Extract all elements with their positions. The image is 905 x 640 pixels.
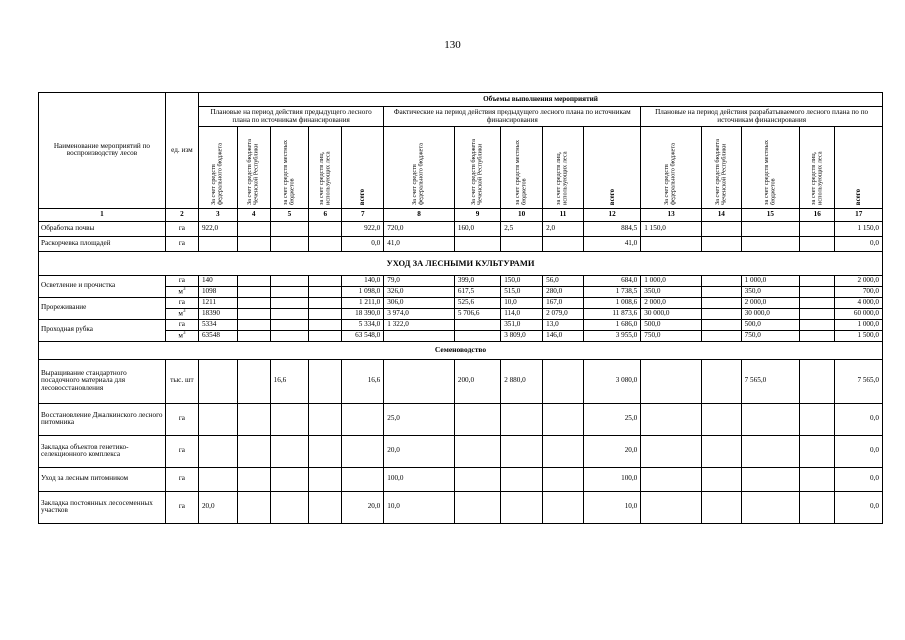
value-cell: 11 873,6 — [583, 308, 640, 319]
header-sub-label: всего — [855, 188, 863, 205]
value-cell — [800, 319, 835, 330]
value-cell — [501, 403, 543, 435]
value-cell: 20,0 — [198, 491, 237, 523]
value-cell: 100,0 — [384, 467, 455, 491]
value-cell: 7 565,0 — [741, 359, 799, 403]
value-cell: 56,0 — [543, 275, 584, 286]
value-cell: 60 000,0 — [835, 308, 883, 319]
value-cell — [454, 403, 500, 435]
value-cell — [270, 435, 309, 467]
value-cell: 617,5 — [454, 286, 500, 297]
value-cell: 1 150,0 — [641, 221, 702, 236]
section-title-seed-production: Семеноводство — [39, 341, 883, 359]
value-cell: 884,5 — [583, 221, 640, 236]
value-cell: 10,0 — [583, 491, 640, 523]
value-cell — [501, 236, 543, 251]
section-row — [39, 341, 883, 359]
value-cell — [543, 403, 584, 435]
value-cell: 922,0 — [198, 221, 237, 236]
value-cell: 1 000,0 — [835, 319, 883, 330]
value-cell — [237, 403, 270, 435]
value-cell — [454, 435, 500, 467]
cubic-superscript: 3 — [182, 309, 186, 315]
header-group-actual-previous: Фактические на период действия предыдущего лесного плана по источникам финансирования — [384, 107, 641, 127]
col-number: 12 — [583, 208, 640, 221]
col-number: 16 — [800, 208, 835, 221]
value-cell — [741, 221, 799, 236]
value-cell: 750,0 — [741, 330, 799, 341]
value-cell: 2,0 — [543, 221, 584, 236]
value-cell — [701, 330, 741, 341]
value-cell — [384, 330, 455, 341]
header-sub-label: За счет средств федерального бюджета — [663, 143, 678, 205]
row-name: Проходная рубка — [39, 319, 166, 341]
value-cell — [641, 359, 702, 403]
value-cell — [800, 330, 835, 341]
row-name: Осветление и прочистка — [39, 275, 166, 297]
value-cell — [641, 403, 702, 435]
value-cell — [198, 236, 237, 251]
value-cell: 25,0 — [384, 403, 455, 435]
header-sub-federal-g1 — [198, 127, 237, 209]
header-sub-label: за счет средств лиц, использующих леса — [809, 151, 824, 205]
header-sub-total-g3 — [835, 127, 883, 209]
value-cell — [237, 319, 270, 330]
value-cell — [309, 330, 342, 341]
header-group-planned-new: Плановые на период действия разрабатываемого лесного плана по по источникам финансирования — [641, 107, 883, 127]
header-name-col: Наименование мероприятий по воспроизводству лесов — [39, 93, 166, 209]
table-row — [39, 319, 883, 330]
table-row — [39, 236, 883, 251]
value-cell: 306,0 — [384, 297, 455, 308]
value-cell — [741, 467, 799, 491]
value-cell — [309, 221, 342, 236]
value-cell: 280,0 — [543, 286, 584, 297]
value-cell — [543, 359, 584, 403]
col-number: 14 — [701, 208, 741, 221]
value-cell — [270, 319, 309, 330]
value-cell: 1 211,0 — [342, 297, 384, 308]
value-cell: 720,0 — [384, 221, 455, 236]
value-cell: 2 079,0 — [543, 308, 584, 319]
header-sub-chechen-g1 — [237, 127, 270, 209]
value-cell — [309, 467, 342, 491]
value-cell: 16,6 — [270, 359, 309, 403]
value-cell: 700,0 — [835, 286, 883, 297]
value-cell — [454, 467, 500, 491]
value-cell: 3 080,0 — [583, 359, 640, 403]
value-cell: 515,0 — [501, 286, 543, 297]
value-cell — [342, 467, 384, 491]
header-sub-label: за счет средств местных бюджетов — [762, 140, 777, 205]
value-cell: 63548 — [198, 330, 237, 341]
col-number: 9 — [454, 208, 500, 221]
value-cell — [309, 308, 342, 319]
table-row — [39, 308, 883, 319]
row-unit: га — [165, 403, 198, 435]
row-name: Прореживание — [39, 297, 166, 319]
value-cell — [641, 435, 702, 467]
value-cell — [342, 403, 384, 435]
value-cell: 20,0 — [583, 435, 640, 467]
col-number: 3 — [198, 208, 237, 221]
value-cell — [741, 435, 799, 467]
header-sub-local-g1 — [270, 127, 309, 209]
value-cell — [701, 359, 741, 403]
value-cell — [237, 236, 270, 251]
value-cell — [342, 435, 384, 467]
col-number: 1 — [39, 208, 166, 221]
row-unit: тыс. шт — [165, 359, 198, 403]
value-cell: 160,0 — [454, 221, 500, 236]
header-sub-label: За счет средств федерального бюджета — [210, 143, 224, 205]
row-unit: га — [165, 467, 198, 491]
value-cell: 1211 — [198, 297, 237, 308]
value-cell: 18 390,0 — [342, 308, 384, 319]
value-cell — [237, 221, 270, 236]
value-cell — [800, 308, 835, 319]
value-cell — [384, 359, 455, 403]
value-cell: 684,0 — [583, 275, 640, 286]
value-cell: 0,0 — [342, 236, 384, 251]
table-row — [39, 403, 883, 435]
row-unit-text: га — [178, 319, 185, 328]
value-cell: 3 955,0 — [583, 330, 640, 341]
value-cell: 20,0 — [342, 491, 384, 523]
row-name: Закладка объектов генетико-селекционного комплекса — [39, 435, 166, 467]
header-sub-local-g3 — [741, 127, 799, 209]
value-cell: 326,0 — [384, 286, 455, 297]
value-cell: 1 098,0 — [342, 286, 384, 297]
value-cell — [543, 236, 584, 251]
value-cell: 350,0 — [741, 286, 799, 297]
value-cell — [309, 403, 342, 435]
value-cell — [237, 330, 270, 341]
value-cell — [237, 467, 270, 491]
value-cell: 41,0 — [583, 236, 640, 251]
row-unit — [165, 286, 198, 297]
value-cell — [198, 359, 237, 403]
value-cell — [198, 435, 237, 467]
header-sub-persons-g3 — [800, 127, 835, 209]
value-cell: 146,0 — [543, 330, 584, 341]
header-sub-label: за счет средств лиц, использующих леса — [317, 151, 332, 205]
header-sub-label: За счет средств бюджета Чеченской Республики — [246, 139, 260, 205]
header-sub-total-g2 — [583, 127, 640, 209]
table-row — [39, 330, 883, 341]
value-cell: 2 000,0 — [835, 275, 883, 286]
value-cell: 140 — [198, 275, 237, 286]
row-unit — [165, 308, 198, 319]
value-cell: 10,0 — [501, 297, 543, 308]
value-cell — [701, 286, 741, 297]
row-unit — [165, 275, 198, 286]
row-unit-text: га — [178, 297, 185, 306]
row-unit-text: м — [178, 287, 183, 296]
value-cell — [701, 491, 741, 523]
row-unit — [165, 319, 198, 330]
value-cell — [237, 275, 270, 286]
header-sub-label: За счет средств бюджета Чеченской Республики — [713, 139, 728, 205]
header-group-planned-previous: Плановые на период действия предыдущего лесного плана по источникам финансирования — [198, 107, 383, 127]
value-cell — [270, 308, 309, 319]
header-sub-persons-g2 — [543, 127, 584, 209]
section-title-forest-care: УХОД ЗА ЛЕСНЫМИ КУЛЬТУРАМИ — [39, 251, 883, 275]
value-cell — [741, 491, 799, 523]
row-unit-text: м — [178, 309, 183, 318]
value-cell — [701, 467, 741, 491]
col-number: 13 — [641, 208, 702, 221]
value-cell — [701, 308, 741, 319]
table-row — [39, 297, 883, 308]
value-cell — [800, 435, 835, 467]
col-number: 5 — [270, 208, 309, 221]
value-cell: 500,0 — [641, 319, 702, 330]
value-cell — [237, 308, 270, 319]
value-cell — [198, 467, 237, 491]
value-cell — [800, 275, 835, 286]
header-sub-local-g2 — [501, 127, 543, 209]
value-cell: 1 000,0 — [641, 275, 702, 286]
table-row — [39, 467, 883, 491]
value-cell: 922,0 — [342, 221, 384, 236]
header-sub-federal-g3 — [641, 127, 702, 209]
value-cell — [701, 403, 741, 435]
value-cell: 167,0 — [543, 297, 584, 308]
row-name: Выращивание стандартного посадочного материала для лесовосстановления — [39, 359, 166, 403]
row-name: Обработка почвы — [39, 221, 166, 236]
value-cell — [454, 330, 500, 341]
value-cell — [309, 297, 342, 308]
value-cell — [701, 435, 741, 467]
header-volumes-title: Объемы выполнения мероприятий — [198, 93, 882, 107]
row-name: Уход за лесным питомником — [39, 467, 166, 491]
value-cell — [309, 435, 342, 467]
value-cell: 351,0 — [501, 319, 543, 330]
col-number: 15 — [741, 208, 799, 221]
value-cell: 525,6 — [454, 297, 500, 308]
value-cell — [701, 319, 741, 330]
value-cell — [701, 297, 741, 308]
page-number: 130 — [444, 39, 461, 51]
value-cell — [270, 491, 309, 523]
header-sub-chechen-g3 — [701, 127, 741, 209]
value-cell — [270, 330, 309, 341]
value-cell: 140,0 — [342, 275, 384, 286]
value-cell — [309, 275, 342, 286]
value-cell — [270, 297, 309, 308]
value-cell: 0,0 — [835, 491, 883, 523]
value-cell: 750,0 — [641, 330, 702, 341]
value-cell — [800, 491, 835, 523]
value-cell: 150,0 — [501, 275, 543, 286]
header-sub-persons-g1 — [309, 127, 342, 209]
row-unit: га — [165, 435, 198, 467]
value-cell — [641, 491, 702, 523]
value-cell — [270, 286, 309, 297]
value-cell: 16,6 — [342, 359, 384, 403]
value-cell — [800, 236, 835, 251]
value-cell: 1 500,0 — [835, 330, 883, 341]
value-cell: 1 686,0 — [583, 319, 640, 330]
table-row — [39, 221, 883, 236]
value-cell — [309, 236, 342, 251]
col-number: 4 — [237, 208, 270, 221]
value-cell — [237, 286, 270, 297]
value-cell — [454, 319, 500, 330]
value-cell — [198, 403, 237, 435]
row-name: Восстановление Джалкинского лесного питомника — [39, 403, 166, 435]
value-cell: 1 738,5 — [583, 286, 640, 297]
value-cell — [237, 297, 270, 308]
value-cell: 10,0 — [384, 491, 455, 523]
header-sub-total-g1 — [342, 127, 384, 209]
table-row — [39, 286, 883, 297]
forest-reproduction-table — [38, 92, 883, 524]
value-cell: 0,0 — [835, 236, 883, 251]
value-cell: 100,0 — [583, 467, 640, 491]
value-cell: 2 880,0 — [501, 359, 543, 403]
value-cell — [501, 435, 543, 467]
value-cell: 30 000,0 — [641, 308, 702, 319]
value-cell: 79,0 — [384, 275, 455, 286]
value-cell: 18390 — [198, 308, 237, 319]
value-cell: 2,5 — [501, 221, 543, 236]
value-cell: 500,0 — [741, 319, 799, 330]
value-cell: 20,0 — [384, 435, 455, 467]
value-cell: 399,0 — [454, 275, 500, 286]
value-cell — [309, 359, 342, 403]
row-unit: га — [165, 236, 198, 251]
value-cell: 2 000,0 — [641, 297, 702, 308]
value-cell — [800, 297, 835, 308]
value-cell: 0,0 — [835, 403, 883, 435]
value-cell — [641, 236, 702, 251]
header-sub-label: За счет средств бюджета Чеченской Республики — [469, 139, 484, 205]
row-unit-text: га — [178, 275, 185, 284]
header-sub-label: всего — [359, 188, 367, 205]
value-cell: 41,0 — [384, 236, 455, 251]
value-cell: 0,0 — [835, 435, 883, 467]
cubic-superscript: 3 — [182, 331, 186, 337]
header-sub-chechen-g2 — [454, 127, 500, 209]
value-cell — [501, 491, 543, 523]
value-cell — [270, 275, 309, 286]
value-cell: 30 000,0 — [741, 308, 799, 319]
value-cell — [237, 491, 270, 523]
col-number: 10 — [501, 208, 543, 221]
value-cell — [641, 467, 702, 491]
value-cell: 350,0 — [641, 286, 702, 297]
row-name: Раскорчевка площадей — [39, 236, 166, 251]
value-cell — [800, 359, 835, 403]
header-sub-label: За счет средств федерального бюджета — [411, 143, 426, 205]
table-row — [39, 359, 883, 403]
value-cell: 13,0 — [543, 319, 584, 330]
value-cell — [309, 286, 342, 297]
value-cell — [454, 236, 500, 251]
value-cell — [800, 403, 835, 435]
value-cell — [701, 275, 741, 286]
value-cell: 63 548,0 — [342, 330, 384, 341]
row-unit — [165, 330, 198, 341]
table-row — [39, 435, 883, 467]
value-cell — [800, 286, 835, 297]
value-cell: 25,0 — [583, 403, 640, 435]
header-sub-federal-g2 — [384, 127, 455, 209]
value-cell: 2 000,0 — [741, 297, 799, 308]
row-unit — [165, 297, 198, 308]
row-name: Закладка постоянных лесосеменных участков — [39, 491, 166, 523]
value-cell: 3 974,0 — [384, 308, 455, 319]
cubic-superscript: 3 — [182, 287, 186, 293]
value-cell — [270, 403, 309, 435]
col-number: 11 — [543, 208, 584, 221]
row-unit: га — [165, 491, 198, 523]
value-cell — [800, 467, 835, 491]
value-cell — [543, 467, 584, 491]
value-cell — [237, 359, 270, 403]
row-unit-text: м — [178, 331, 183, 340]
col-number: 7 — [342, 208, 384, 221]
header-sub-label: за счет средств лиц, использующих леса — [555, 151, 569, 205]
header-sub-label: за счет средств местных бюджетов — [281, 140, 296, 205]
value-cell — [543, 491, 584, 523]
value-cell — [741, 403, 799, 435]
value-cell: 0,0 — [835, 467, 883, 491]
value-cell: 3 809,0 — [501, 330, 543, 341]
value-cell — [270, 221, 309, 236]
value-cell — [800, 221, 835, 236]
value-cell: 4 000,0 — [835, 297, 883, 308]
table-row — [39, 275, 883, 286]
value-cell — [309, 319, 342, 330]
value-cell: 1 322,0 — [384, 319, 455, 330]
value-cell: 5334 — [198, 319, 237, 330]
col-number: 8 — [384, 208, 455, 221]
table-row — [39, 491, 883, 523]
value-cell: 1 150,0 — [835, 221, 883, 236]
value-cell — [701, 221, 741, 236]
header-unit-col: ед. изм — [165, 93, 198, 209]
value-cell — [309, 491, 342, 523]
col-number: 17 — [835, 208, 883, 221]
value-cell: 200,0 — [454, 359, 500, 403]
value-cell — [741, 236, 799, 251]
value-cell: 5 334,0 — [342, 319, 384, 330]
value-cell — [237, 435, 270, 467]
value-cell: 1098 — [198, 286, 237, 297]
value-cell — [701, 236, 741, 251]
value-cell: 1 008,6 — [583, 297, 640, 308]
row-unit: га — [165, 221, 198, 236]
value-cell — [270, 236, 309, 251]
value-cell: 5 706,6 — [454, 308, 500, 319]
value-cell: 1 000,0 — [741, 275, 799, 286]
section-row — [39, 251, 883, 275]
value-cell: 114,0 — [501, 308, 543, 319]
col-number: 2 — [165, 208, 198, 221]
value-cell — [543, 435, 584, 467]
value-cell — [501, 467, 543, 491]
col-number: 6 — [309, 208, 342, 221]
header-sub-label: всего — [608, 188, 616, 205]
header-sub-label: за счет средств местных бюджетов — [514, 140, 528, 205]
value-cell — [270, 467, 309, 491]
value-cell: 7 565,0 — [835, 359, 883, 403]
value-cell — [454, 491, 500, 523]
